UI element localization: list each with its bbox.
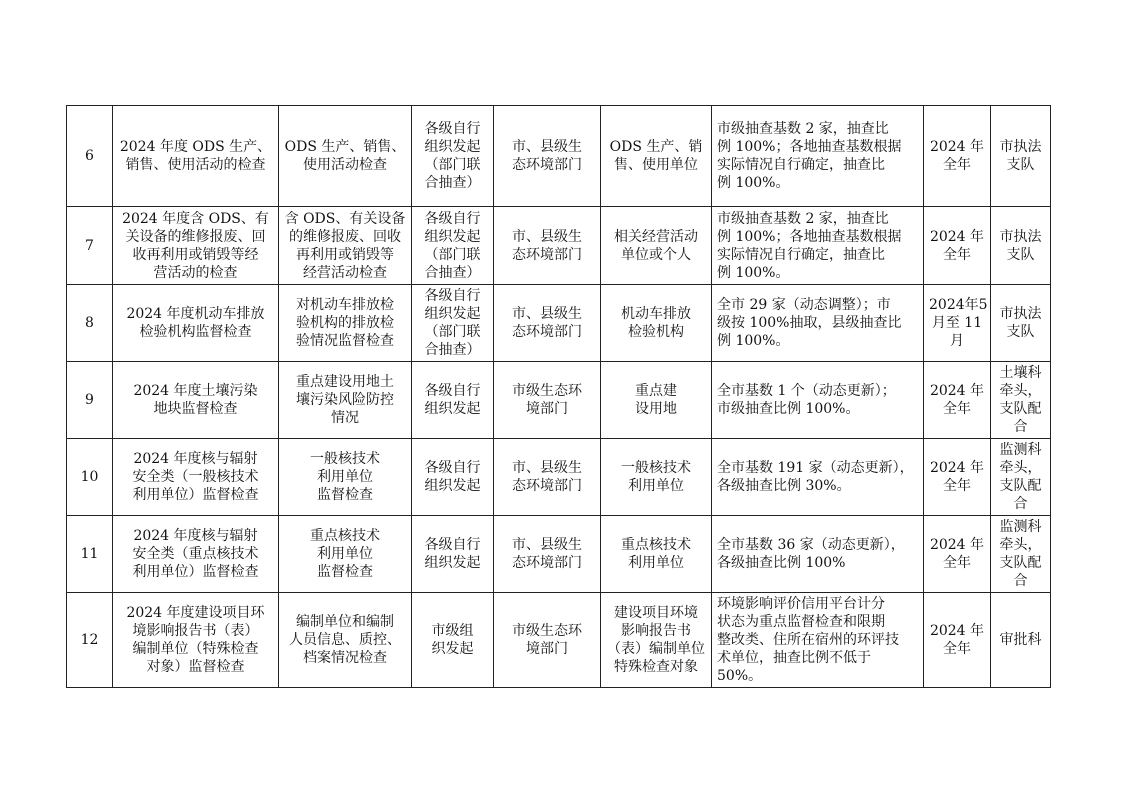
cell-text-line: 实际情况自行确定，抽查比: [717, 246, 885, 263]
cell-text-line: 市级抽查基数 2 家，抽查比: [717, 121, 889, 137]
item-name-cell: [113, 106, 279, 207]
cell-text-line: 监测科: [999, 442, 1042, 458]
target-cell: [601, 207, 712, 285]
time-cell: [924, 207, 991, 285]
responsible-cell: [991, 439, 1051, 516]
cell-text-line: 支队配: [999, 401, 1042, 417]
target-cell: [601, 516, 712, 593]
sampling-ratio-cell: [712, 106, 924, 207]
cell-text-line: 利用单位: [628, 555, 684, 571]
cell-text-line: 利用单位）监督检查: [132, 564, 259, 580]
item-name-cell: [113, 439, 279, 516]
cell-text-line: 支队配: [999, 478, 1042, 494]
cell-text-line: 月: [950, 333, 964, 349]
cell-text-line: 一般核技术: [621, 460, 691, 476]
cell-text-line: 2024年5: [929, 297, 988, 313]
cell-text-line: 态环境部门: [512, 324, 582, 340]
row-number-cell: 7: [67, 207, 113, 285]
cell-text-line: 级按 100%抽取，县级抽查比: [717, 315, 902, 331]
cell-text-line: 例 100%。: [717, 333, 790, 349]
cell-text-line: 境影响报告书（表）: [132, 623, 259, 639]
sampling-ratio-cell: [712, 516, 924, 593]
cell-text-line: 合抽查）: [424, 175, 481, 191]
cell-text-line: 使用活动检查: [303, 157, 387, 173]
cell-text-line: 设用地: [635, 401, 677, 417]
cell-text-line: 2024 年: [929, 228, 985, 245]
cell-text-line: 术单位，抽查比例不低于: [717, 650, 871, 666]
cell-text-line: 市级生态环: [512, 623, 582, 639]
table-body: [67, 106, 1051, 688]
cell-text-line: 单位或个人: [621, 246, 691, 263]
cell-text-line: 例 100%。: [717, 264, 790, 281]
cell-text-line: 市、县级生: [512, 306, 582, 322]
sampling-ratio-cell: [712, 207, 924, 285]
item-name-cell: [113, 285, 279, 362]
time-cell: [924, 285, 991, 362]
cell-text-line: 对机动车排放检: [296, 297, 394, 313]
department-cell: [494, 285, 601, 362]
cell-text-line: 组织发起: [424, 139, 481, 155]
cell-text-line: 建设项目环境: [614, 605, 698, 621]
cell-text-line: 例 100%；各地抽查基数根据: [717, 139, 902, 155]
item-content-cell: [279, 285, 412, 362]
cell-text-line: 市、县级生: [512, 537, 582, 553]
item-name-cell: [113, 516, 279, 593]
cell-text-line: 市级组: [431, 623, 474, 639]
cell-text-line: 组织发起: [424, 555, 481, 571]
responsible-cell: [991, 285, 1051, 362]
table-row: [67, 362, 1051, 439]
cell-text-line: 整改类、住所在宿州的环评技: [717, 632, 899, 648]
department-cell: [494, 106, 601, 207]
organizer-cell: [412, 516, 494, 593]
cell-text-line: 境部门: [526, 401, 568, 417]
cell-text-line: 市、县级生: [512, 228, 582, 245]
cell-text-line: 销售、使用活动的检查: [125, 157, 266, 173]
cell-text-line: 监督检查: [317, 487, 373, 503]
cell-text-line: 监测科: [999, 519, 1042, 535]
cell-text-line: ODS 生产、销售、: [284, 139, 406, 155]
sampling-ratio-cell: [712, 285, 924, 362]
sampling-ratio-cell: [712, 362, 924, 439]
cell-text-line: 2024 年: [929, 383, 985, 399]
cell-text-line: 验机构的排放检: [296, 315, 394, 331]
department-cell: [494, 207, 601, 285]
cell-text-line: 2024 年度 ODS 生产、: [119, 139, 272, 155]
cell-text-line: 一般核技术: [310, 451, 380, 467]
cell-text-line: 全年: [943, 246, 971, 263]
cell-text-line: 合: [1013, 419, 1028, 435]
cell-text-line: （部门联: [424, 324, 481, 340]
cell-text-line: 支队配: [999, 555, 1042, 571]
cell-text-line: 全年: [943, 555, 971, 571]
cell-text-line: 月至 11: [931, 315, 983, 331]
cell-text-line: 2024 年度核与辐射: [133, 451, 258, 467]
table-row: [67, 593, 1051, 688]
department-cell: [494, 516, 601, 593]
cell-text-line: 态环境部门: [512, 246, 582, 263]
item-name-cell: [113, 207, 279, 285]
organizer-cell: [412, 362, 494, 439]
time-cell: [924, 593, 991, 688]
target-cell: [601, 106, 712, 207]
cell-text-line: 2024 年: [929, 139, 985, 155]
organizer-cell: [412, 285, 494, 362]
cell-text-line: 全市基数 191 家（动态更新），: [717, 460, 914, 476]
cell-text-line: 牵头，: [999, 383, 1042, 399]
organizer-cell: [412, 439, 494, 516]
target-cell: [601, 285, 712, 362]
cell-text-line: 态环境部门: [512, 157, 582, 173]
department-cell: [494, 439, 601, 516]
cell-text-line: 例 100%。: [717, 175, 790, 191]
item-name-cell: [113, 593, 279, 688]
responsible-cell: [991, 207, 1051, 285]
table-row: [67, 285, 1051, 362]
cell-text-line: 安全类（一般核技术: [132, 469, 259, 485]
cell-text-line: 组织发起: [424, 401, 481, 417]
cell-text-line: 合抽查）: [424, 342, 481, 358]
cell-text-line: 2024 年: [929, 460, 985, 476]
cell-text-line: 利用单位）监督检查: [132, 487, 259, 503]
sampling-ratio-cell: [712, 439, 924, 516]
cell-text-line: 全年: [943, 401, 971, 417]
row-number-cell: 10: [67, 439, 113, 516]
cell-text-line: 2024 年度含 ODS、有: [122, 210, 269, 227]
cell-text-line: 安全类（重点核技术: [132, 546, 259, 562]
cell-text-line: 组织发起: [424, 306, 481, 322]
cell-text-line: 牵头，: [999, 460, 1042, 476]
sampling-ratio-cell: [712, 593, 924, 688]
cell-text-line: 对象）监督检查: [146, 659, 245, 675]
cell-text-line: 合抽查）: [424, 264, 481, 281]
organizer-cell: [412, 207, 494, 285]
cell-text-line: （部门联: [424, 157, 481, 173]
cell-text-line: 市级抽查比例 100%。: [717, 401, 860, 417]
cell-text-line: 态环境部门: [512, 555, 582, 571]
cell-text-line: 环境影响评价信用平台计分: [717, 596, 885, 612]
cell-text-line: 地块监督检查: [153, 401, 238, 417]
row-number-cell: 12: [67, 593, 113, 688]
cell-text-line: 各级抽查比例 30%。: [717, 478, 851, 494]
cell-text-line: 2024 年度核与辐射: [133, 528, 258, 544]
item-content-cell: [279, 593, 412, 688]
target-cell: [601, 439, 712, 516]
row-number-cell: 6: [67, 106, 113, 207]
cell-text-line: 境部门: [526, 641, 568, 657]
cell-text-line: 收再利用或销毁等经: [132, 246, 259, 263]
cell-text-line: 市、县级生: [512, 139, 582, 155]
responsible-cell: [991, 106, 1051, 207]
row-number-cell: 11: [67, 516, 113, 593]
time-cell: [924, 106, 991, 207]
cell-text-line: 各级抽查比例 100%: [717, 555, 846, 571]
cell-text-line: 档案情况检查: [303, 650, 387, 666]
cell-text-line: 利用单位: [628, 478, 684, 494]
cell-text-line: 人员信息、质控、: [289, 632, 401, 648]
time-cell: [924, 439, 991, 516]
row-number-cell: 9: [67, 362, 113, 439]
cell-text-line: 的维修报废、回收: [289, 228, 401, 245]
cell-text-line: 营活动的检查: [153, 264, 238, 281]
table-row: [67, 106, 1051, 207]
cell-text-line: 机动车排放: [621, 306, 691, 322]
cell-text-line: 2024 年度机动车排放: [126, 306, 265, 322]
cell-text-line: 市级抽查基数 2 家，抽查比: [717, 210, 889, 227]
cell-text-line: 全市 29 家（动态调整）；市: [717, 297, 891, 313]
cell-text-line: 售、使用单位: [614, 157, 698, 173]
inspection-plan-table: [66, 105, 1051, 688]
cell-text-line: 各级自行: [424, 460, 481, 476]
cell-text-line: 组织发起: [424, 228, 481, 245]
cell-text-line: 各级自行: [424, 210, 481, 227]
cell-text-line: （表）编制单位: [607, 641, 705, 657]
cell-text-line: 2024 年度建设项目环: [126, 605, 265, 621]
cell-text-line: 2024 年: [929, 537, 985, 553]
cell-text-line: 市执法: [999, 306, 1042, 322]
item-content-cell: [279, 439, 412, 516]
table-row: [67, 439, 1051, 516]
cell-text-line: 市级生态环: [512, 383, 582, 399]
row-number-cell: 8: [67, 285, 113, 362]
department-cell: [494, 593, 601, 688]
table-row: [67, 516, 1051, 593]
cell-text-line: 重点建: [635, 383, 677, 399]
cell-text-line: 利用单位: [317, 469, 373, 485]
cell-text-line: 全市基数 36 家（动态更新），: [717, 537, 905, 553]
cell-text-line: 再利用或销毁等: [296, 246, 394, 263]
cell-text-line: 织发起: [431, 641, 474, 657]
cell-text-line: 含 ODS、有关设备: [284, 210, 406, 227]
cell-text-line: 组织发起: [424, 478, 481, 494]
responsible-cell: [991, 516, 1051, 593]
item-content-cell: [279, 516, 412, 593]
cell-text-line: 编制单位（特殊检查: [132, 641, 259, 657]
cell-text-line: 2024 年: [929, 623, 985, 639]
cell-text-line: 市、县级生: [512, 460, 582, 476]
item-content-cell: [279, 106, 412, 207]
time-cell: [924, 516, 991, 593]
responsible-cell: [991, 362, 1051, 439]
cell-text-line: 土壤科: [999, 365, 1042, 381]
cell-text-line: 状态为重点监督检查和限期: [717, 614, 885, 630]
cell-text-line: 50%。: [717, 668, 763, 684]
responsible-cell: [991, 593, 1051, 688]
cell-text-line: 实际情况自行确定，抽查比: [717, 157, 885, 173]
organizer-cell: [412, 106, 494, 207]
cell-text-line: 影响报告书: [621, 623, 691, 639]
target-cell: [601, 593, 712, 688]
target-cell: [601, 362, 712, 439]
cell-text-line: 重点建设用地土: [296, 374, 394, 390]
cell-text-line: 各级自行: [424, 383, 481, 399]
cell-text-line: 全年: [943, 641, 971, 657]
cell-text-line: 相关经营活动: [614, 228, 698, 245]
table-row: [67, 207, 1051, 285]
cell-text-line: 市执法: [999, 228, 1042, 245]
cell-text-line: 壤污染风险防控: [296, 392, 394, 408]
cell-text-line: 编制单位和编制: [296, 614, 394, 630]
cell-text-line: 全年: [943, 157, 971, 173]
cell-text-line: ODS 生产、销: [609, 139, 703, 155]
cell-text-line: 利用单位: [317, 546, 373, 562]
time-cell: [924, 362, 991, 439]
cell-text-line: 重点核技术: [310, 528, 380, 544]
item-content-cell: [279, 207, 412, 285]
cell-text-line: 经营活动检查: [303, 264, 387, 281]
cell-text-line: 情况: [331, 410, 359, 426]
cell-text-line: 全年: [943, 478, 971, 494]
cell-text-line: 检验机构监督检查: [139, 324, 252, 340]
cell-text-line: 支队: [1006, 157, 1035, 173]
department-cell: [494, 362, 601, 439]
cell-text-line: 合: [1013, 496, 1028, 512]
cell-text-line: 例 100%；各地抽查基数根据: [717, 228, 902, 245]
cell-text-line: 检验机构: [628, 324, 684, 340]
cell-text-line: 特殊检查对象: [614, 659, 698, 675]
cell-text-line: 各级自行: [424, 537, 481, 553]
cell-text-line: 监督检查: [317, 564, 373, 580]
cell-text-line: 重点核技术: [621, 537, 691, 553]
cell-text-line: 牵头，: [999, 537, 1042, 553]
cell-text-line: 审批科: [999, 632, 1042, 648]
cell-text-line: 验情况监督检查: [296, 333, 394, 349]
cell-text-line: 支队: [1006, 246, 1035, 263]
cell-text-line: （部门联: [424, 246, 481, 263]
cell-text-line: 各级自行: [424, 121, 481, 137]
item-name-cell: [113, 362, 279, 439]
cell-text-line: 态环境部门: [512, 478, 582, 494]
cell-text-line: 市执法: [999, 139, 1042, 155]
cell-text-line: 全市基数 1 个（动态更新）；: [717, 383, 896, 399]
cell-text-line: 关设备的维修报废、回: [125, 228, 266, 245]
cell-text-line: 支队: [1006, 324, 1035, 340]
item-content-cell: [279, 362, 412, 439]
cell-text-line: 合: [1013, 573, 1028, 589]
cell-text-line: 2024 年度土壤污染: [133, 383, 258, 399]
cell-text-line: 各级自行: [424, 288, 481, 304]
organizer-cell: [412, 593, 494, 688]
